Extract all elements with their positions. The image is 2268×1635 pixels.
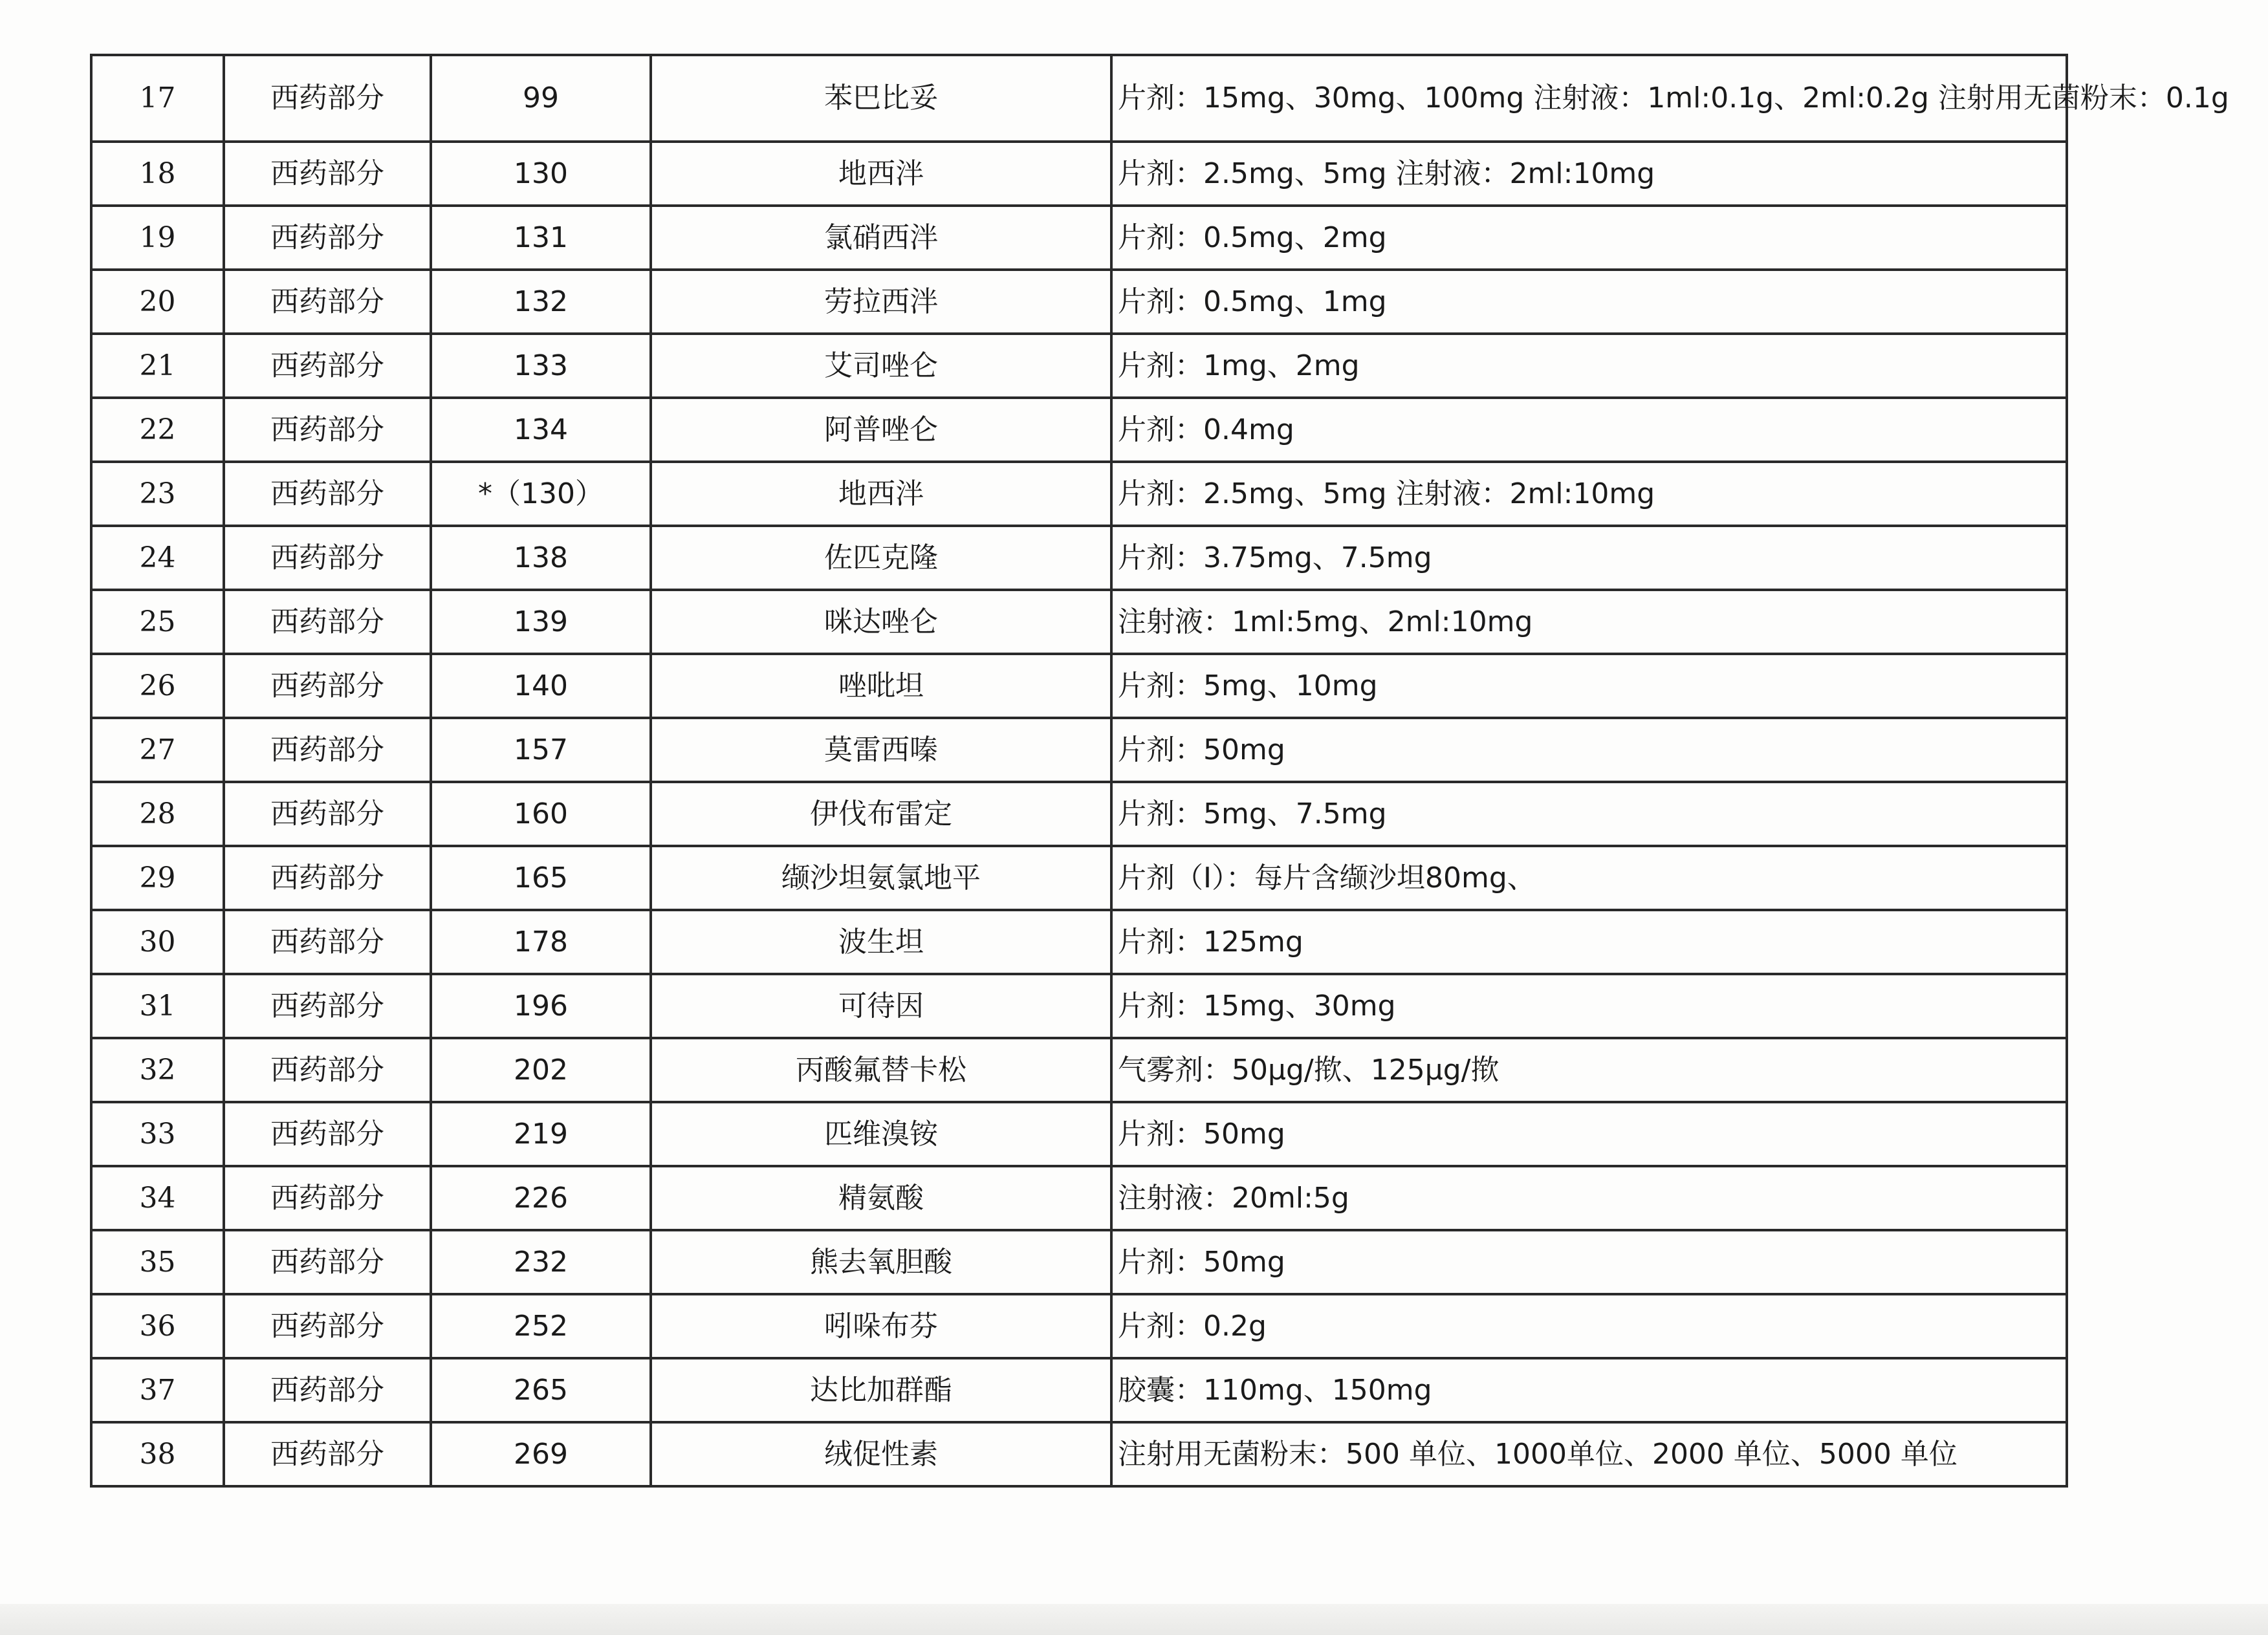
catalog-code-cell: 265: [431, 1358, 651, 1422]
table-row: [91, 1038, 2067, 1102]
catalog-code-cell: 138: [431, 526, 651, 590]
table-row: [91, 910, 2067, 974]
row-index-cell: 19: [91, 206, 224, 270]
drug-name-cell: 佐匹克隆: [651, 526, 1111, 590]
category-cell: 西药部分: [224, 1166, 431, 1230]
drug-name-cell: 莫雷西嗪: [651, 718, 1111, 782]
category-cell: 西药部分: [224, 910, 431, 974]
drug-list-table: [90, 54, 2229, 1488]
row-index-cell: 23: [91, 462, 224, 526]
specification-cell: 片剂：0.2g: [1111, 1294, 2067, 1358]
drug-name-cell: 苯巴比妥: [651, 55, 1111, 142]
drug-name-cell: 阿普唑仑: [651, 398, 1111, 462]
category-cell: 西药部分: [224, 1422, 431, 1486]
row-index-cell: 37: [91, 1358, 224, 1422]
row-index-cell: 24: [91, 526, 224, 590]
catalog-code-cell: 131: [431, 206, 651, 270]
catalog-code-cell: 202: [431, 1038, 651, 1102]
category-cell: 西药部分: [224, 1358, 431, 1422]
table-row: [91, 974, 2067, 1038]
specification-cell: 片剂：5mg、7.5mg: [1111, 782, 2067, 846]
drug-name-cell: 氯硝西泮: [651, 206, 1111, 270]
category-cell: 西药部分: [224, 974, 431, 1038]
catalog-code-cell: 165: [431, 846, 651, 910]
category-cell: 西药部分: [224, 142, 431, 206]
specification-cell: 片剂：1mg、2mg: [1111, 334, 2067, 398]
row-index-cell: 18: [91, 142, 224, 206]
specification-cell: 胶囊：110mg、150mg: [1111, 1358, 2067, 1422]
table-row: [91, 590, 2067, 654]
row-index-cell: 26: [91, 654, 224, 718]
row-index-cell: 25: [91, 590, 224, 654]
drug-name-cell: 吲哚布芬: [651, 1294, 1111, 1358]
row-index-cell: 28: [91, 782, 224, 846]
specification-cell: 片剂：0.5mg、1mg: [1111, 270, 2067, 334]
drug-name-cell: 波生坦: [651, 910, 1111, 974]
drug-name-cell: 精氨酸: [651, 1166, 1111, 1230]
scan-bottom-edge: [0, 1604, 2268, 1635]
drug-name-cell: 伊伐布雷定: [651, 782, 1111, 846]
specification-cell: 注射液：1ml:5mg、2ml:10mg: [1111, 590, 2067, 654]
catalog-code-cell: 232: [431, 1230, 651, 1294]
specification-cell: 片剂：0.5mg、2mg: [1111, 206, 2067, 270]
row-index-cell: 33: [91, 1102, 224, 1166]
row-index-cell: 27: [91, 718, 224, 782]
table-row: [91, 846, 2067, 910]
catalog-code-cell: 219: [431, 1102, 651, 1166]
row-index-cell: 34: [91, 1166, 224, 1230]
row-index-cell: 32: [91, 1038, 224, 1102]
table-row: [91, 1358, 2067, 1422]
specification-cell: 注射用无菌粉末：500 单位、1000单位、2000 单位、5000 单位: [1111, 1422, 2067, 1486]
table-row: [91, 1102, 2067, 1166]
drug-name-cell: 咪达唑仑: [651, 590, 1111, 654]
row-index-cell: 20: [91, 270, 224, 334]
table-row: [91, 1230, 2067, 1294]
category-cell: 西药部分: [224, 590, 431, 654]
specification-cell: 片剂：15mg、30mg、100mg 注射液：1ml:0.1g、2ml:0.2g 注射用无菌粉末：0.1g: [1111, 55, 2067, 142]
catalog-code-cell: 99: [431, 55, 651, 142]
specification-cell: 片剂：0.4mg: [1111, 398, 2067, 462]
catalog-code-cell: *（130）: [431, 462, 651, 526]
category-cell: 西药部分: [224, 55, 431, 142]
table-row: [91, 782, 2067, 846]
catalog-code-cell: 252: [431, 1294, 651, 1358]
specification-cell: 片剂：2.5mg、5mg 注射液：2ml:10mg: [1111, 462, 2067, 526]
catalog-code-cell: 130: [431, 142, 651, 206]
table-body: [91, 55, 2229, 1486]
drug-name-cell: 达比加群酯: [651, 1358, 1111, 1422]
drug-name-cell: 唑吡坦: [651, 654, 1111, 718]
drug-name-cell: 艾司唑仑: [651, 334, 1111, 398]
drug-name-cell: 可待因: [651, 974, 1111, 1038]
drug-name-cell: 缬沙坦氨氯地平: [651, 846, 1111, 910]
specification-cell: 片剂（Ⅰ）：每片含缬沙坦80mg、: [1111, 846, 2067, 910]
table-row: [91, 334, 2067, 398]
catalog-code-cell: 133: [431, 334, 651, 398]
category-cell: 西药部分: [224, 1102, 431, 1166]
catalog-code-cell: 269: [431, 1422, 651, 1486]
catalog-code-cell: 178: [431, 910, 651, 974]
catalog-code-cell: 196: [431, 974, 651, 1038]
table-row: [91, 718, 2067, 782]
row-index-cell: 30: [91, 910, 224, 974]
category-cell: 西药部分: [224, 206, 431, 270]
row-index-cell: 38: [91, 1422, 224, 1486]
table-row: [91, 398, 2067, 462]
specification-cell: 气雾剂：50μg/揿、125μg/揿: [1111, 1038, 2067, 1102]
category-cell: 西药部分: [224, 270, 431, 334]
drug-name-cell: 地西泮: [651, 142, 1111, 206]
table-row: [91, 654, 2067, 718]
drug-name-cell: 丙酸氟替卡松: [651, 1038, 1111, 1102]
catalog-code-cell: 157: [431, 718, 651, 782]
category-cell: 西药部分: [224, 1038, 431, 1102]
row-index-cell: 36: [91, 1294, 224, 1358]
drug-name-cell: 熊去氧胆酸: [651, 1230, 1111, 1294]
specification-cell: 片剂：50mg: [1111, 1102, 2067, 1166]
specification-cell: 片剂：2.5mg、5mg 注射液：2ml:10mg: [1111, 142, 2067, 206]
category-cell: 西药部分: [224, 398, 431, 462]
row-index-cell: 31: [91, 974, 224, 1038]
table-row: [91, 1166, 2067, 1230]
catalog-code-cell: 140: [431, 654, 651, 718]
table-row: [91, 142, 2067, 206]
category-cell: 西药部分: [224, 526, 431, 590]
specification-cell: 注射液：20ml:5g: [1111, 1166, 2067, 1230]
category-cell: 西药部分: [224, 782, 431, 846]
specification-cell: 片剂：15mg、30mg: [1111, 974, 2067, 1038]
catalog-code-cell: 134: [431, 398, 651, 462]
category-cell: 西药部分: [224, 718, 431, 782]
category-cell: 西药部分: [224, 1230, 431, 1294]
row-index-cell: 22: [91, 398, 224, 462]
table-row: [91, 1294, 2067, 1358]
drug-name-cell: 绒促性素: [651, 1422, 1111, 1486]
specification-cell: 片剂：3.75mg、7.5mg: [1111, 526, 2067, 590]
table-row: [91, 1422, 2067, 1486]
row-index-cell: 35: [91, 1230, 224, 1294]
drug-name-cell: 地西泮: [651, 462, 1111, 526]
category-cell: 西药部分: [224, 846, 431, 910]
catalog-code-cell: 226: [431, 1166, 651, 1230]
category-cell: 西药部分: [224, 1294, 431, 1358]
drug-name-cell: 匹维溴铵: [651, 1102, 1111, 1166]
specification-cell: 片剂：5mg、10mg: [1111, 654, 2067, 718]
table-row: [91, 55, 2067, 142]
table-row: [91, 270, 2067, 334]
row-index-cell: 17: [91, 55, 224, 142]
drug-name-cell: 劳拉西泮: [651, 270, 1111, 334]
row-index-cell: 21: [91, 334, 224, 398]
category-cell: 西药部分: [224, 462, 431, 526]
catalog-code-cell: 139: [431, 590, 651, 654]
table-row: [91, 206, 2067, 270]
table-row: [91, 462, 2067, 526]
category-cell: 西药部分: [224, 334, 431, 398]
category-cell: 西药部分: [224, 654, 431, 718]
specification-cell: 片剂：50mg: [1111, 718, 2067, 782]
row-index-cell: 29: [91, 846, 224, 910]
catalog-code-cell: 132: [431, 270, 651, 334]
table-row: [91, 526, 2067, 590]
specification-cell: 片剂：125mg: [1111, 910, 2067, 974]
specification-cell: 片剂：50mg: [1111, 1230, 2067, 1294]
catalog-code-cell: 160: [431, 782, 651, 846]
